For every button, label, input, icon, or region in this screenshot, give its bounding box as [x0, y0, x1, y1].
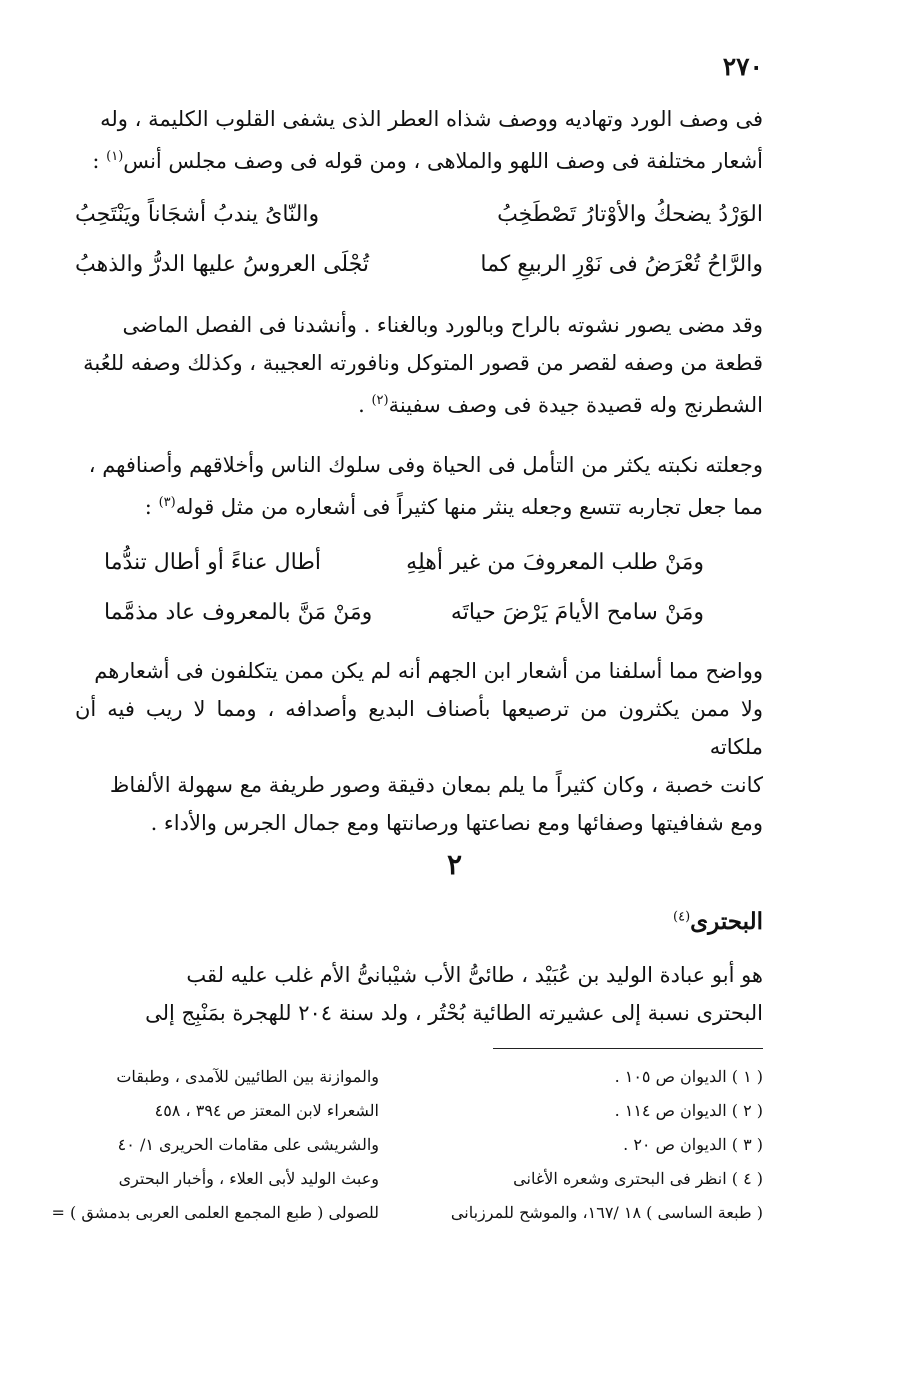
paragraph-reflection [75, 446, 763, 526]
text-line: وجعلته نكبته يكثر من التأمل فى الحياة وفى سلوك الناس وأخلاقهم وأصنافهم ، [88, 453, 763, 477]
text-line: قطعة من وصفه لقصر من قصور المتوكل ونافورته العجيبة ، وكذلك وصفه للعُبة [83, 351, 763, 375]
verse-line [75, 240, 763, 290]
paragraph-wine-description [75, 306, 763, 424]
footnote-continuation: والشريشى على مقامات الحريرى ١/ ٤٠ [117, 1135, 379, 1154]
footnote: ( طبعة الساسى ) ١٨ /١٦٧، والموشح للمرزبانى [450, 1203, 763, 1222]
poem-verses-rose [75, 190, 763, 290]
footnote: ( ٤ ) انظر فى البحترى وشعره الأغانى [513, 1169, 763, 1188]
text-line: ومع شفافيتها وصفائها ومع نصاعتها ورصانتها ومع جمال الجرس والأداء . [150, 811, 763, 835]
footnote: ( ٢ ) الديوان ص ١١٤ . [614, 1101, 763, 1120]
hemistich-first: ومَنْ طلب المعروفَ من غير أهلِهِ [406, 550, 704, 575]
paragraph-intro [75, 100, 763, 180]
footnote-ref: (٣) [158, 495, 176, 510]
paragraph-style-assessment [75, 652, 763, 842]
text-line: وواضح مما أسلفنا من أشعار ابن الجهم أنه لم يكن ممن يتكلفون فى أشعارهم [94, 659, 763, 683]
text-line: هو أبو عبادة الوليد بن عُبَيْد ، طائىُّ الأب شيْبانىُّ الأم غلب عليه لقب [186, 963, 763, 987]
hemistich-second: ومَنْ مَنَّ بالمعروف عاد مذمَّما [104, 600, 373, 625]
verse-line [104, 588, 704, 638]
hemistich-first: والرَّاحُ تُعْرَضُ فى نَوْرِ الربيعِ كما [480, 252, 763, 277]
verse-line [104, 538, 704, 588]
footnote-ref: (١) [106, 149, 124, 164]
hemistich-first: الوَرْدُ يضحكُ والأوْتارُ تَصْطَخِبُ [497, 202, 763, 227]
paragraph-buhturi-bio [75, 956, 763, 1032]
hemistich-second: والنّاىُ يندبُ أشجَاناً ويَنْتَحِبُ [75, 202, 320, 227]
section-number: ٢ [446, 848, 463, 881]
footnote-continuation: وعبث الوليد لأبى العلاء ، وأخبار البحترى [118, 1169, 379, 1188]
footnotes-right-column [443, 1060, 763, 1230]
text-line: مما جعل تجاربه تتسع وجعله ينثر منها كثيراً فى أشعاره من مثل قوله$^{(٣)}$ : [144, 495, 763, 519]
hemistich-second: أطال عناءً أو أطال تندُّما [104, 550, 321, 575]
hemistich-second: تُجْلَى العروسُ عليها الدرُّ والذهبُ [75, 252, 370, 277]
text-line: فى وصف الورد وتهاديه ووصف شذاه العطر الذى يشفى القلوب الكليمة ، وله [100, 107, 763, 131]
hemistich-first: ومَنْ سامح الأيامَ يَرْضَ حياتَه [450, 600, 704, 625]
footnotes-left-column [51, 1060, 379, 1230]
verse-line [75, 190, 763, 240]
poem-verses-kindness [104, 538, 704, 638]
text-line: ولا ممن يكثرون من ترصيعها بأصناف البديع وأصدافه ، ومما لا ريب فيه أن ملكاته [75, 697, 763, 759]
text-line: البحترى نسبة إلى عشيرته الطائية بُحْتُر ، ولد سنة ٢٠٤ للهجرة بمَنْبِج إلى [145, 1001, 763, 1025]
text-line: وقد مضى يصور نشوته بالراح وبالورد وبالغناء . وأنشدنا فى الفصل الماضى [122, 313, 763, 337]
footnote-continuation: والموازنة بين الطائيين للآمدى ، وطبقات [116, 1067, 379, 1086]
footnote-ref: (٢) [371, 393, 389, 408]
text-line: أشعار مختلفة فى وصف اللهو والملاهى ، ومن قوله فى وصف مجلس أنس$^{(١)}$ : [92, 149, 763, 173]
footnote-ref: (٤) [673, 909, 691, 925]
footnote: ( ٣ ) الديوان ص ٢٠ . [623, 1135, 763, 1154]
page-number: ٢٧٠ [722, 52, 763, 81]
footnote-continuation: للصولى ( طبع المجمع العلمى العربى بدمشق ) = [51, 1203, 379, 1222]
footnote-divider [493, 1048, 763, 1049]
footnote-continuation: الشعراء لابن المعتز ص ٣٩٤ ، ٤٥٨ [154, 1101, 379, 1120]
text-line: كانت خصبة ، وكان كثيراً ما يلم بمعان دقيقة وصور طريفة مع سهولة الألفاظ [109, 773, 763, 797]
text-line: الشطرنج وله قصيدة جيدة فى وصف سفينة$^{(٢)}$ . [358, 393, 763, 417]
section-heading: البحترى$^{(٤)}$ [673, 908, 763, 935]
footnote: ( ١ ) الديوان ص ١٠٥ . [614, 1067, 763, 1086]
